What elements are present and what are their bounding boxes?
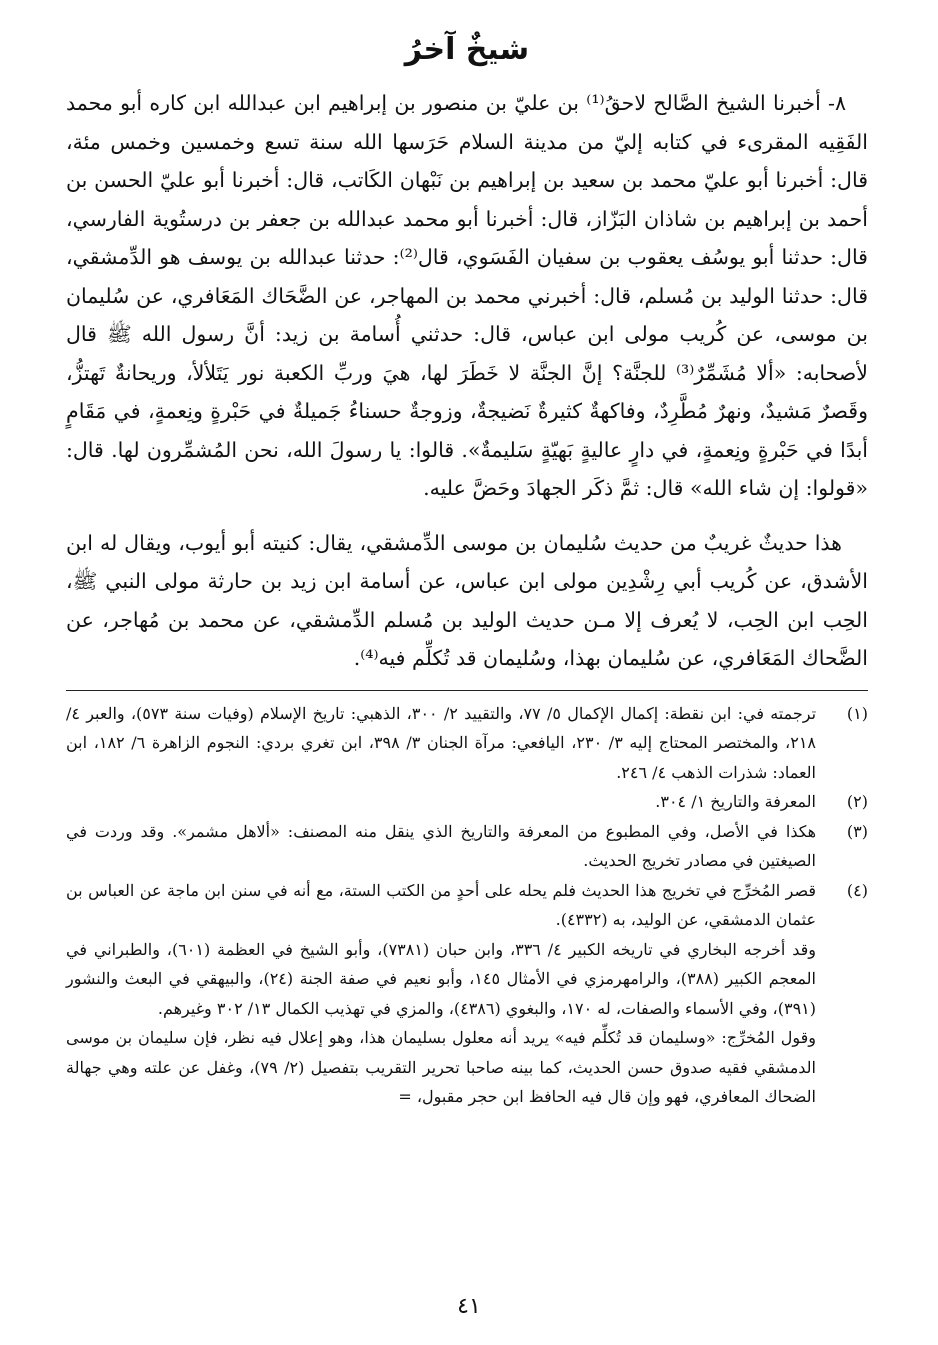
footnote-line: المعرفة والتاريخ ١/ ٣٠٤.	[655, 792, 816, 811]
footnote-3	[66, 817, 868, 876]
footnote-divider	[66, 690, 868, 691]
hadith-paragraph: ٨- أخبرنا الشيخ الصَّالح لاحقُ⁽¹⁾ بن عليّ بن منصور بن إبراهيم ابن عبدالله ابن كاره أبو محمد الفَقِيه المقرىء في كتابه إليّ من مدينة السلام حَرَسها الله سنة تسع وخمسين وخمس مئة، قال: أخبرنا أبو عليّ محمد بن سعيد بن إبراهيم بن نَبْهان الكَاتب، قال: أخبرنا أبو عليّ الحسن بن أحمد بن إبراهيم بن شاذان البَزّاز، قال: أخبرنا أبو محمد عبدالله بن جعفر بن درستُوية الفارسي، قال: حدثنا أبو يوسُف يعقوب بن سفيان الفَسَوي، قال⁽²⁾: حدثنا عبدالله بن يوسف هو الدِّمشقي، قال: حدثنا الوليد بن مُسلم، قال: أخبرني محمد بن المهاجر، عن الضَّحَاك المَعَافري، عن سُليمان بن موسى، عن كُريب مولى ابن عباس، قال: حدثني أُسامة بن زيد: أنَّ رسول الله ﷺ قال لأصحابه: «ألا مُشَمِّرٌ⁽³⁾ للجنَّة؟ إنَّ الجنَّة لا خَطَرَ لها، هيَ وربِّ الكعبة نور يَتَلألأ، وريحانةٌ تَهتزُّ، وقَصرٌ مَشيدٌ، ونهرٌ مُطَّرِدٌ، وفاكهةٌ كثيرةٌ نَضيجةٌ، وزوجةٌ حسناءُ جَميلةٌ في حَبْرةٍ ونِعمةٍ، في مَقَامٍ أبدًا في حَبْرةٍ ونِعمةٍ، في دارٍ عاليةٍ بَهيّةٍ سَليمةٌ». قالوا: يا رسولَ الله، نحن المُشمِّرون لها. قال: «قولوا: إن شاء الله» قال: ثمَّ ذكَر الجهادَ وحَضَّ عليه.	[66, 91, 868, 500]
footnote-number: (١)	[846, 703, 868, 723]
footnote-number: (٢)	[846, 792, 868, 811]
footnote-4	[66, 876, 868, 1112]
page-number: ٤١	[457, 1294, 481, 1319]
footnote-2	[66, 787, 868, 817]
footnotes	[66, 699, 868, 1112]
footnote-number: (٤)	[846, 880, 868, 900]
footnote-1	[66, 699, 868, 788]
footnote-text	[66, 817, 816, 876]
footnote-text	[66, 876, 816, 1112]
footnote-number: (٣)	[846, 821, 868, 841]
footnote-line: قصر المُخرِّج في تخريج هذا الحديث فلم يحله على أحدٍ من الكتب الستة، مع أنه في سنن ابن ماجة عن العباس بن عثمان الدمشقي، عن الوليد، به (٤٣٣٢).	[66, 880, 816, 929]
footnote-text	[66, 787, 816, 817]
footnote-line: هكذا في الأصل، وفي المطبوع من المعرفة والتاريخ الذي ينقل منه المصنف: «ألاهل مشمر». وقد وردت في الصيغتين في مصادر تخريج الحديث.	[66, 821, 816, 870]
footnote-text	[66, 699, 816, 788]
section-heading: شيخٌ آخرُ	[404, 32, 530, 67]
commentary-paragraph: هذا حديثٌ غريبٌ من حديث سُليمان بن موسى الدِّمشقي، يقال: كنيته أبو أيوب، ويقال له ابن الأشدق، عن كُريب أبي رِشْدِين مولى ابن عباس، عن أسامة ابن زيد بن حارثة مولى النبي ﷺ، الحِب ابن الحِب، لا يُعرف إلا مـن حديث الوليد بن مُسلم الدِّمشقي، عن محمد بن مُهاجر، عن الضَّحاك المَعَافري، عن سُليمان بهذا، وسُليمان قد تُكلِّم فيه⁽⁴⁾.	[66, 530, 868, 670]
footnote-line: وقول المُخرِّج: «وسليمان قد تُكلِّم فيه» يريد أنه معلول بسليمان هذا، وهو إعلال فيه نظر، فإن سليمان بن موسى الدمشقي فقيه صدوق حسن الحديث، كما بينه صاحبا تحرير التقريب بتفصيل (٢/ ٧٩)، وغفل عن علته وهي جهالة الضحاك المعافري، فهو وإن قال فيه الحافظ ابن حجر مقبول، =	[66, 1028, 817, 1106]
footnote-line: وقد أخرجه البخاري في تاريخه الكبير ٤/ ٣٣٦، وابن حبان (٧٣٨١)، وأبو الشيخ في العظمة (٦٠١)، والطبراني في المعجم الكبير (٣٨٨)، والرامهرمزي في الأمثال ١٤٥، وأبو نعيم في صفة الجنة (٢٤)، والبيهقي في البعث والنشور (٣٩١)، وفي الأسماء والصفات، له ١٧٠، والبغوي (٤٣٨٦)، والمزي في تهذيب الكمال ١٣/ ٣٠٢ وغيرهم.	[66, 939, 816, 1018]
footnote-line: ترجمته في: ابن نقطة: إكمال الإكمال ٥/ ٧٧، والتقييد ٢/ ٣٠٠، الذهبي: تاريخ الإسلام (وفيات سنة ٥٧٣)، والعبر ٤/ ٢١٨، والمختصر المحتاج إليه ٣/ ٢٣٠، اليافعي: مرآة الجنان ٣/ ٣٩٨، ابن تغري بردي: النجوم الزاهرة ٦/ ١٨٢، ابن العماد: شذرات الذهب ٤/ ٢٤٦.	[66, 703, 817, 782]
